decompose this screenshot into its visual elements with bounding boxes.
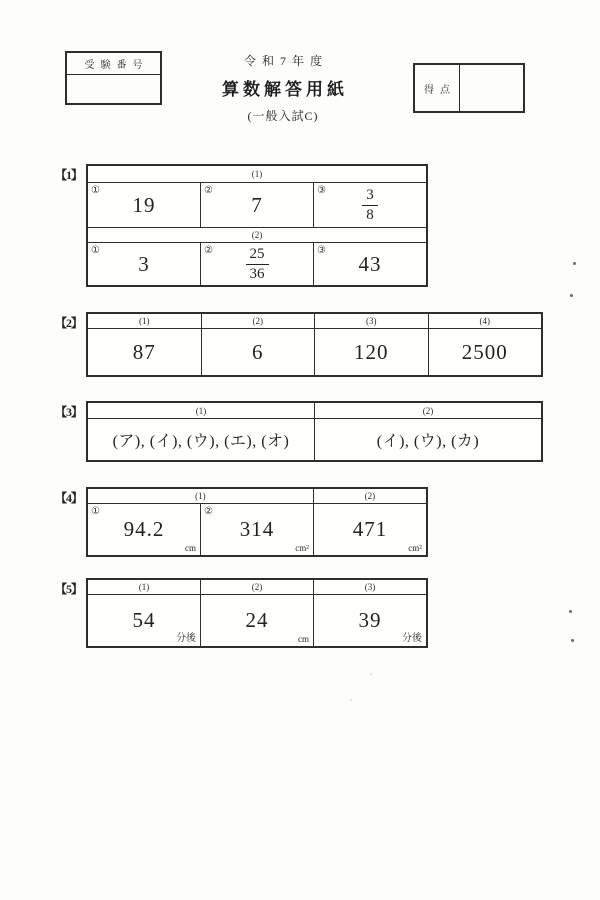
answer-value: 87 [132,339,156,364]
answer-value: 54 [132,608,156,632]
circled-number: ① [91,506,100,517]
answer-value: 314 [239,517,275,541]
answer-cell [88,419,314,460]
answer-cell [201,329,315,375]
answer-cell [200,183,313,227]
section-label-5: 【5】 [55,582,83,596]
answer-cell [88,504,200,555]
scan-speck [370,673,372,675]
fraction-value [246,246,269,282]
answer-value: 19 [132,192,156,217]
fraction-denominator: 36 [249,265,265,282]
answer-cell [88,183,200,227]
section-label-2: 【2】 [55,316,83,330]
circled-number: ② [204,185,213,196]
circled-number: ③ [317,185,326,196]
answer-value: 3 [138,251,150,276]
answer-value: 24 [245,608,269,632]
column-header: (3) [314,314,428,328]
exam-number-box [65,51,162,105]
answer-table-3 [86,401,543,462]
column-header: (1) [138,582,150,592]
answer-value: 6 [252,339,264,364]
answer-cell [313,243,426,285]
exam-number-label: 受験番号 [67,53,160,75]
column-header: (1) [195,491,206,501]
circled-number: ③ [317,245,326,256]
answer-cell [314,329,428,375]
section-label-3: 【3】 [55,405,83,419]
answer-cell [314,419,541,460]
fraction-denominator: 8 [366,206,374,223]
column-header: (1) [195,405,207,416]
answer-cell [428,329,542,375]
answer-table-4 [86,487,428,557]
score-blank-field [460,65,523,111]
table1-part1-header: (1) [251,169,263,179]
column-header: (4) [428,314,542,328]
answer-value: 39 [358,608,382,632]
scan-speck [571,639,574,642]
answer-cell [313,595,426,646]
circled-number: ① [91,185,100,196]
scan-speck [573,262,576,265]
score-label: 得点 [415,65,460,111]
scan-speck [350,699,352,701]
title-exam-type: (一般入試C) [247,109,319,123]
score-box [413,63,525,113]
column-header: (3) [313,580,426,594]
answer-cell [200,243,313,285]
answer-cell [88,329,201,375]
circled-number: ② [204,506,213,517]
answer-table-5 [86,578,428,648]
section-label-4: 【4】 [55,491,83,505]
answer-value: (ア), (イ), (ウ), (エ), (オ) [112,433,290,450]
column-header: (2) [201,314,315,328]
column-header: (2) [200,580,313,594]
answer-cell [313,183,426,227]
answer-cell [313,504,426,555]
unit-label: cm [185,543,196,553]
column-header: (1) [139,316,150,326]
answer-cell [88,243,200,285]
section-label-1: 【1】 [55,168,83,182]
title-block [178,52,388,124]
circled-number: ① [91,245,100,256]
answer-value: 7 [251,192,263,217]
fraction-numerator: 25 [246,246,269,265]
answer-value: 2500 [461,339,508,364]
scan-speck [570,294,573,297]
page-title: 算数解答用紙 [222,80,348,99]
unit-label: cm [298,634,309,644]
answer-value: 94.2 [123,517,165,541]
table1-part2-header: (2) [251,230,263,240]
fraction-numerator: 3 [362,187,378,206]
answer-cell [200,595,313,646]
answer-value: 471 [352,517,388,541]
unit-label: cm² [408,543,422,553]
unit-label: 分後 [402,633,422,644]
column-header: (2) [314,403,541,418]
answer-cell [200,504,313,555]
scan-speck [569,610,572,613]
answer-cell [88,595,200,646]
answer-value: (イ), (ウ), (カ) [376,433,480,450]
unit-label: cm² [295,543,309,553]
fraction-value [362,187,378,223]
column-header: (2) [313,489,426,503]
unit-label: 分後 [176,633,196,644]
answer-table-1 [86,164,428,287]
answer-value: 43 [358,251,382,276]
answer-table-2 [86,312,543,377]
title-year: 令和7年度 [243,54,328,68]
answer-value: 120 [354,339,389,364]
circled-number: ② [204,245,213,256]
